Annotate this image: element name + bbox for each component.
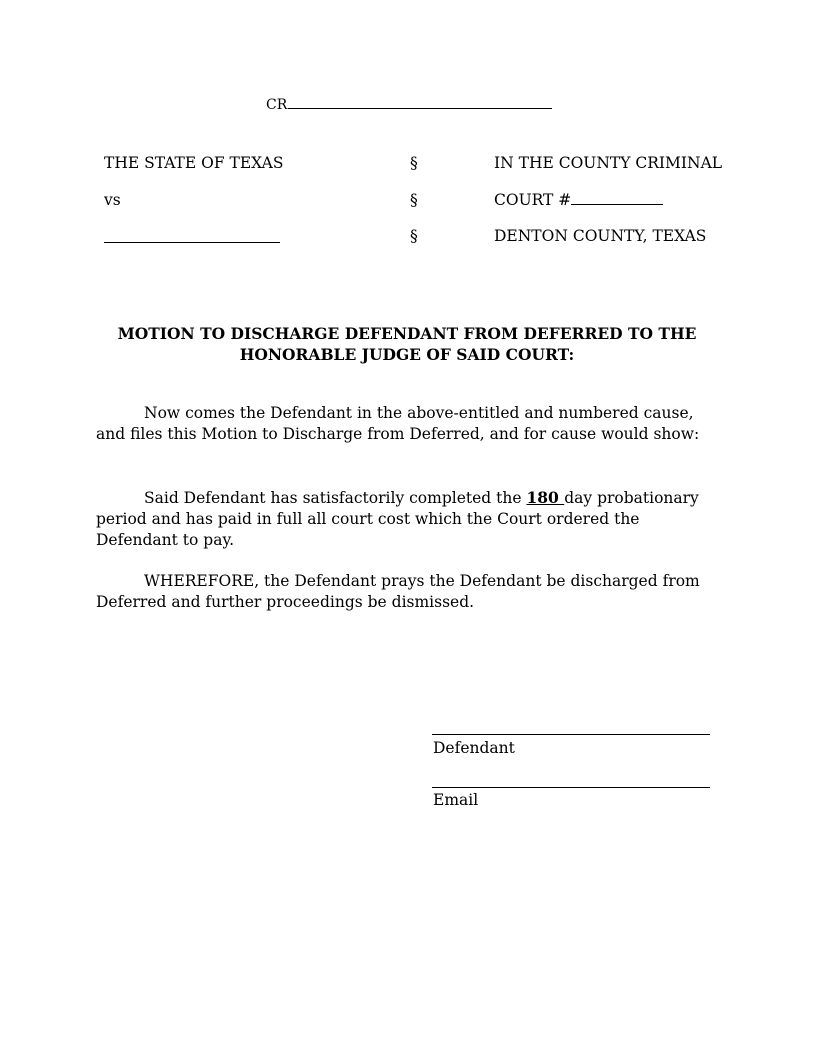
defendant-label: Defendant	[433, 739, 515, 757]
court-line-3: DENTON COUNTY, TEXAS	[494, 227, 707, 245]
email-line	[432, 787, 710, 788]
motion-title-line-2: HONORABLE JUDGE OF SAID COURT:	[239, 345, 575, 364]
case-number-field	[266, 96, 552, 114]
paragraph-prayer-text: WHEREFORE, the Defendant prays the Defendant be discharged from Deferred and further proceedings be dismissed.	[96, 572, 700, 611]
motion-title	[96, 323, 718, 365]
paragraph-intro-text: Now comes the Defendant in the above-entitled and numbered cause, and files this Motion to Discharge from Deferred, and for cause would show:	[96, 404, 700, 443]
section-symbol: §	[410, 154, 418, 172]
court-number-prefix: COURT #	[494, 191, 572, 209]
paragraph-completion	[96, 487, 720, 551]
section-symbol: §	[410, 191, 418, 209]
court-number-blank	[571, 192, 663, 205]
paragraph-prayer	[96, 571, 720, 613]
probation-days: 180	[526, 488, 565, 507]
case-number-prefix: CR	[266, 97, 288, 113]
paragraph-completion-text-before: Said Defendant has satisfactorily completed the	[144, 489, 527, 507]
email-label: Email	[433, 791, 479, 809]
defendant-signature-line	[432, 734, 710, 735]
motion-title-line-1: MOTION TO DISCHARGE DEFENDANT FROM DEFERRED TO THE	[117, 324, 697, 343]
section-symbol: §	[410, 227, 418, 245]
defendant-name-blank	[104, 242, 280, 243]
court-line-1: IN THE COUNTY CRIMINAL	[494, 154, 723, 172]
caption-state: THE STATE OF TEXAS	[104, 154, 284, 172]
caption-versus: vs	[104, 191, 121, 209]
paragraph-completion-text-after: day probationary period and has paid in full all court cost which the Court ordered the Defendant to pay.	[96, 489, 699, 549]
court-number-field	[494, 190, 663, 210]
paragraph-intro	[96, 403, 720, 445]
case-number-blank	[288, 96, 552, 109]
